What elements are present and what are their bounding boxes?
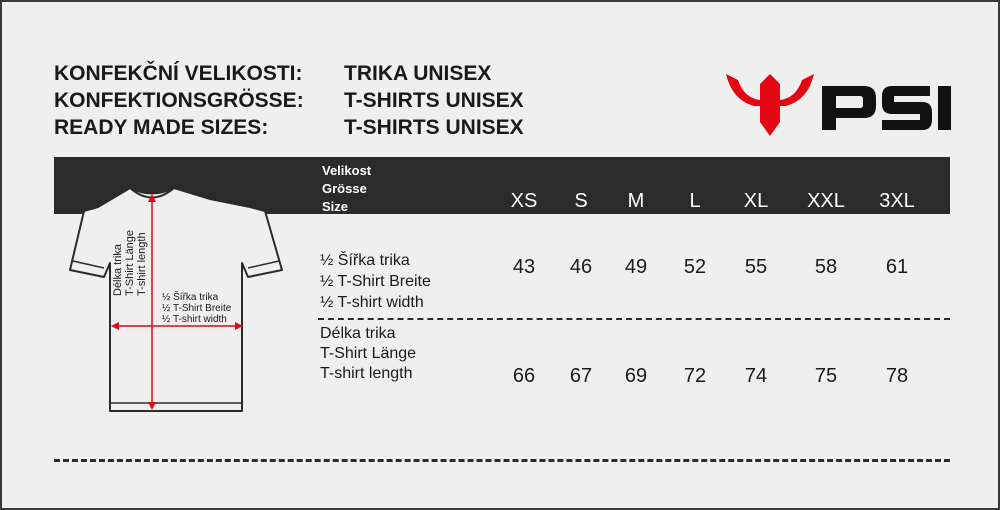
size-xs: XS <box>510 190 538 212</box>
size-l: L <box>689 190 701 212</box>
width-row-label <box>320 250 431 313</box>
width-value: 49 <box>624 256 648 278</box>
length-label-cz: Délka trika <box>320 325 396 342</box>
title-cz <box>54 62 492 86</box>
size-xl: XL <box>743 190 769 212</box>
size-s: S <box>574 190 588 212</box>
psi-trident-icon <box>726 74 814 136</box>
width-label-cz: ½ Šířka trika <box>320 252 410 269</box>
size-header-de: Grösse <box>322 181 367 196</box>
length-value: 66 <box>512 365 536 387</box>
length-diagram-en: T-shirt length <box>136 232 148 296</box>
size-3xl: 3XL <box>879 190 915 212</box>
length-row-label <box>320 324 416 384</box>
size-header-cz: Velikost <box>322 163 372 178</box>
length-diagram-label <box>112 230 148 296</box>
row-divider <box>318 318 950 320</box>
psi-wordmark <box>822 86 951 130</box>
width-diagram-de: ½ T-Shirt Breite <box>162 303 232 314</box>
width-value: 61 <box>885 256 909 278</box>
width-diagram-label <box>162 292 231 325</box>
size-header-en: Size <box>322 199 349 214</box>
size-m: M <box>627 190 645 212</box>
title-cz-label: KONFEKČNÍ VELIKOSTI: <box>54 62 303 85</box>
title-de-value: T-SHIRTS UNISEX <box>344 89 524 112</box>
width-value: 58 <box>814 256 838 278</box>
title-de <box>54 89 524 113</box>
size-header-label <box>322 162 371 216</box>
length-diagram-cz: Délka trika <box>112 244 124 296</box>
title-en-value: T-SHIRTS UNISEX <box>344 116 524 139</box>
bottom-divider <box>54 459 950 462</box>
length-value: 69 <box>624 365 648 387</box>
title-en-label: READY MADE SIZES: <box>54 116 269 139</box>
width-diagram-cz: ½ Šířka trika <box>162 292 219 303</box>
title-cz-value: TRIKA UNISEX <box>344 62 492 85</box>
length-value: 74 <box>744 365 768 387</box>
width-value: 43 <box>512 256 536 278</box>
width-value: 55 <box>744 256 768 278</box>
width-value: 46 <box>569 256 593 278</box>
width-diagram-en: ½ T-shirt width <box>162 314 227 325</box>
title-en <box>54 116 524 140</box>
width-value: 52 <box>683 256 707 278</box>
size-xxl: XXL <box>807 190 845 212</box>
length-value: 78 <box>885 365 909 387</box>
length-diagram-de: T-Shirt Länge <box>124 229 136 296</box>
length-value: 75 <box>814 365 838 387</box>
length-label-de: T-Shirt Länge <box>320 345 417 362</box>
length-value: 72 <box>683 365 707 387</box>
title-de-label: KONFEKTIONSGRÖSSE: <box>54 89 304 112</box>
length-value: 67 <box>569 365 593 387</box>
length-label-en: T-shirt length <box>320 365 413 382</box>
width-label-en: ½ T-shirt width <box>320 294 424 311</box>
psi-logo <box>724 72 954 147</box>
width-label-de: ½ T-Shirt Breite <box>320 273 431 290</box>
